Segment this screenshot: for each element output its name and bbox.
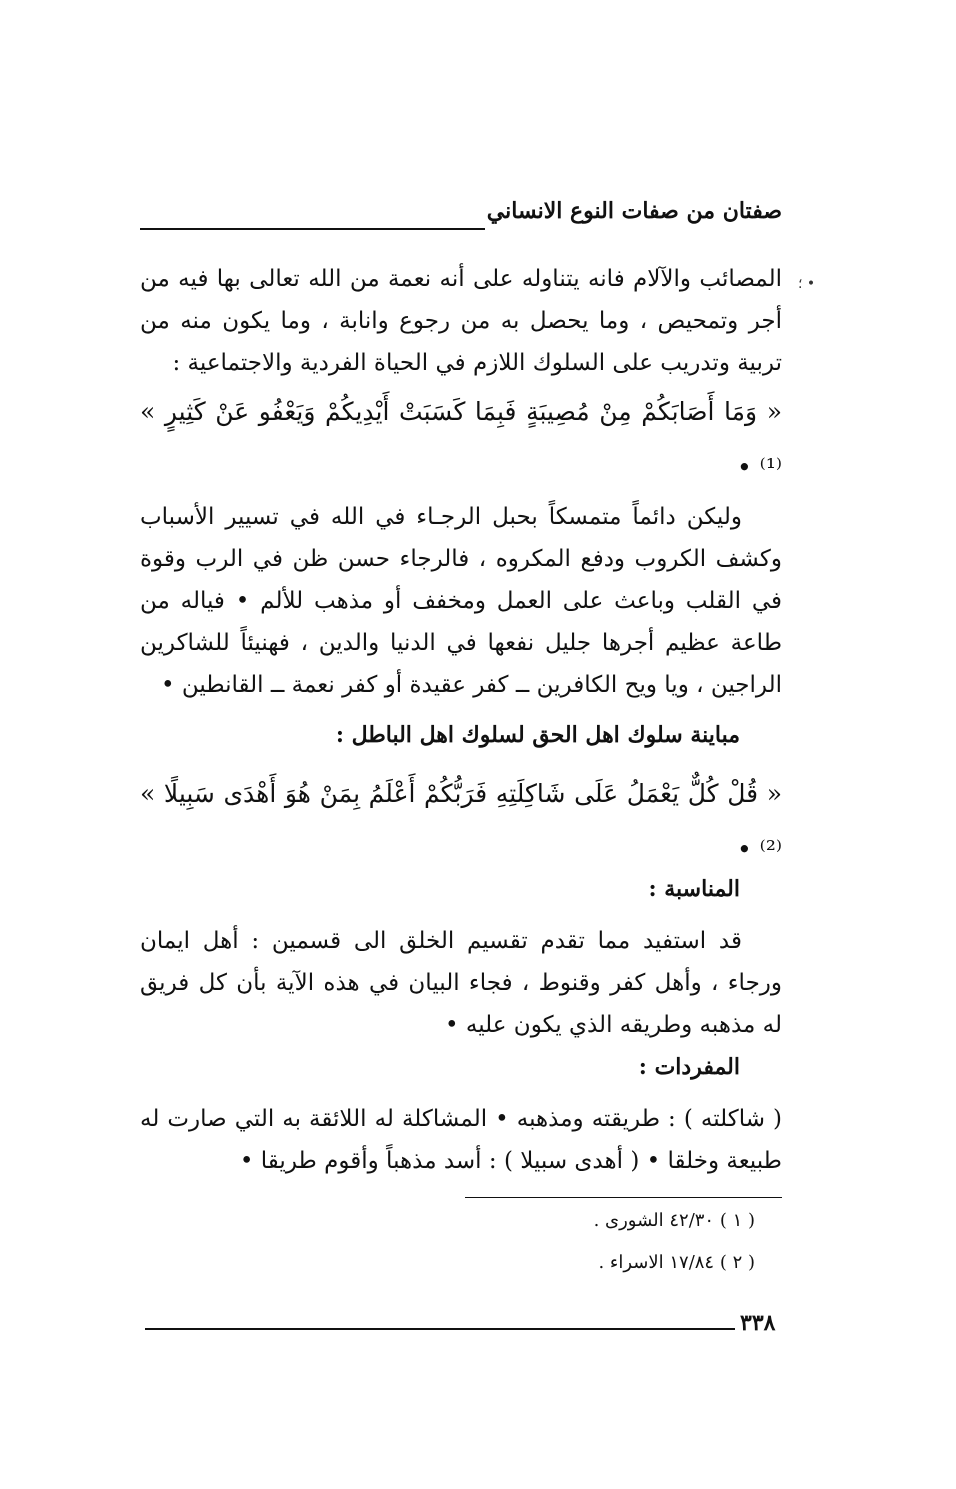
quote-2-text: « قُلْ كُلٌّ يَعْمَلُ عَلَى شَاكِلَتِهِ فَرَبُّكُمْ أَعْلَمُ بِمَنْ هُوَ أَهْدَى سَبِيلًا » ⁽²⁾ • <box>140 779 782 864</box>
paragraph-3-text: قد استفيد مما تقدم تقسيم الخلق الى قسمين : أهل ايمان ورجاء ، وأهل كفر وقنوط ، فجاء البيان في هذه الآية بأن كل فريق له مذهبه وطريقه الذي يكون عليه • <box>140 928 782 1038</box>
paragraph-4 <box>140 1098 782 1182</box>
footer-rule <box>145 1328 735 1330</box>
running-header <box>140 198 782 238</box>
paragraph-1 <box>140 258 782 384</box>
quran-quote-1 <box>140 384 782 496</box>
section-heading-relevance: المناسبة : <box>648 876 740 902</box>
page-number: ٣٣٨ <box>740 1310 776 1336</box>
header-rule <box>140 228 485 230</box>
quran-quote-2 <box>140 766 782 878</box>
paragraph-3 <box>140 920 782 1046</box>
footnote-1: ( ١ ) ٤٢/٣٠ الشورى . <box>593 1210 755 1231</box>
footnote-2: ( ٢ ) ١٧/٨٤ الاسراء . <box>598 1252 755 1273</box>
paragraph-1-text: المصائب والآلام فانه يتناوله على أنه نعمة من الله تعالى بها فيه من أجر وتمحيص ، وما يحصل به من رجوع وانابة ، وما يكون منه من تربية وتدريب على السلوك اللازم في الحياة الفردية والاجتماعية : <box>140 266 782 376</box>
paragraph-2 <box>140 496 782 706</box>
section-heading-vocabulary: المفردات : <box>638 1054 740 1080</box>
margin-mark: ؛ • <box>798 276 816 292</box>
section-heading-contrast: مباينة سلوك اهل الحق لسلوك اهل الباطل : <box>335 722 740 748</box>
footnote-rule <box>465 1197 782 1198</box>
paragraph-4-text: ( شاكلته ) : طريقته ومذهبه • المشاكلة له اللائقة به التي صارت له طبيعة وخلقا • ( أهدى سبيلا ) : أسد مذهباً وأقوم طريقا • <box>140 1106 782 1174</box>
header-title: صفتان من صفات النوع الانساني <box>486 198 782 224</box>
quote-1-text: « وَمَا أَصَابَكُمْ مِنْ مُصِيبَةٍ فَبِمَا كَسَبَتْ أَيْدِيكُمْ وَيَعْفُو عَنْ كَثِيرٍ » ⁽¹⁾ • <box>140 397 782 482</box>
paragraph-2-text: وليكن دائماً متمسكاً بحبل الرجـاء في الله في تسيير الأسباب وكشف الكروب ودفع المكروه ، فالرجاء حسن ظن في الرب وقوة في القلب وباعث على العمل ومخفف أو مذهب للألم • فياله من طاعة عظيم أجرها جليل نفعها في الدنيا والدين ، فهنيئاً للشاكرين الراجين ، ويا ويح الكافرين ــ كفر عقيدة أو كفر نعمة ــ القانطين • <box>140 504 782 698</box>
